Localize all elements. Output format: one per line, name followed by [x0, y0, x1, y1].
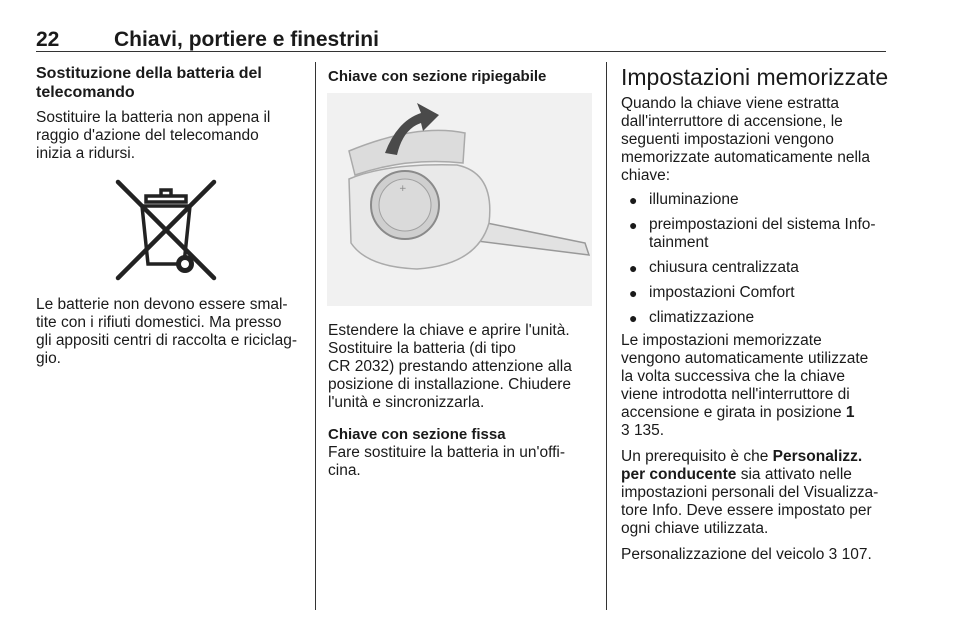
folding-key-illustration — [327, 93, 592, 306]
menu-setting-name: Personalizz. — [772, 448, 863, 465]
text-line: CR 2032) prestando attenzione alla — [328, 358, 572, 375]
text-line: dall'interruttore di accensione, le — [621, 113, 843, 130]
page-number: 22 — [36, 28, 60, 51]
prerequisite-paragraph — [621, 448, 891, 538]
section-heading-stored-settings: Impostazioni memorizzate — [621, 64, 889, 90]
stored-settings-intro — [621, 95, 891, 185]
stored-settings-list — [621, 191, 891, 327]
text-line: sia attivato nelle — [736, 466, 852, 483]
column-divider-1 — [315, 62, 316, 610]
intro-paragraph — [36, 109, 304, 163]
text-line: posizione di installazione. Chiudere — [328, 376, 571, 393]
page-ref-icon: 3 — [828, 546, 838, 563]
section-heading-fixed-key: Chiave con sezione fissa — [328, 426, 506, 443]
bullet-icon: ● — [629, 217, 638, 233]
fixed-key-instructions — [328, 444, 598, 480]
text-line: raggio d'azione del telecomando — [36, 127, 259, 144]
page-ref-icon: 3 — [621, 422, 630, 439]
chapter-title: Chiavi, portiere e finestrini — [114, 28, 379, 51]
text-line: Le batterie non devono essere smal- — [36, 296, 288, 313]
page-reference[interactable]: 107. — [841, 546, 872, 563]
text-line: seguenti impostazioni vengono — [621, 131, 834, 148]
text-line: accensione e girata in posizione — [621, 404, 846, 421]
list-item: ● chiusura centralizzata — [629, 259, 799, 276]
auto-use-paragraph — [621, 332, 891, 440]
text-line: ogni chiave utilizzata. — [621, 520, 769, 537]
heading-line: Sostituzione della batteria del — [36, 65, 262, 82]
text-line: tore Info. Deve essere impostato per — [621, 502, 872, 519]
text-line: gio. — [36, 350, 61, 367]
text-line: Le impostazioni memorizzate — [621, 332, 822, 349]
text-line: Quando la chiave viene estratta — [621, 95, 839, 112]
page-header — [36, 28, 886, 52]
text-line: gli appositi centri di raccolta e riciclag- — [36, 332, 298, 349]
svg-text:+: + — [399, 184, 407, 194]
section-heading-battery — [36, 64, 304, 102]
page-reference[interactable]: 135. — [633, 422, 665, 439]
column-2-heading — [328, 68, 596, 86]
text-line: Personalizzazione del veicolo — [621, 546, 829, 563]
list-item: ● illuminazione — [629, 191, 739, 208]
text-line: la volta successiva che la chiave — [621, 368, 846, 385]
list-item: ● preimpostazioni del sistema Info- tainment — [629, 216, 876, 251]
menu-setting-name: per conducente — [621, 466, 737, 483]
bullet-icon: ● — [629, 285, 638, 301]
disposal-paragraph — [36, 296, 306, 368]
bullet-icon: ● — [629, 192, 638, 208]
bullet-icon: ● — [629, 310, 638, 326]
section-heading-folding-key: Chiave con sezione ripiegabile — [328, 68, 547, 85]
column-3 — [621, 64, 891, 564]
text-line: memorizzate automaticamente nella — [621, 149, 870, 166]
folding-key-instructions — [328, 322, 598, 412]
text-line: l'unità e sincronizzarla. — [328, 394, 485, 411]
header-divider — [36, 51, 886, 52]
text-line: tite con i rifiuti domestici. Ma presso — [36, 314, 282, 331]
column-1 — [36, 64, 304, 163]
ignition-position: 1 — [845, 404, 855, 421]
text-line: cina. — [328, 462, 361, 479]
list-item: ● climatizzazione — [629, 309, 755, 326]
text-line: inizia a ridursi. — [36, 145, 136, 162]
text-line: impostazioni personali del Visualizza- — [621, 484, 879, 501]
column-divider-2 — [606, 62, 607, 610]
text-line: Fare sostituire la batteria in un'offi- — [328, 444, 566, 461]
personalization-reference — [621, 546, 891, 564]
crossed-out-wheelie-bin-icon — [112, 178, 220, 282]
heading-line: telecomando — [36, 84, 135, 101]
text-line: Sostituire la batteria (di tipo — [328, 340, 516, 357]
text-line: Sostituire la batteria non appena il — [36, 109, 271, 126]
column-2-body — [328, 322, 598, 480]
text-line: vengono automaticamente utilizzate — [621, 350, 869, 367]
text-line: viene introdotta nell'interruttore di — [621, 386, 850, 403]
text-line: Un prerequisito è che — [621, 448, 773, 465]
bullet-icon: ● — [629, 260, 638, 276]
list-item: ● impostazioni Comfort — [629, 284, 795, 301]
text-line: chiave: — [621, 167, 671, 184]
text-line: Estendere la chiave e aprire l'unità. — [328, 322, 570, 339]
